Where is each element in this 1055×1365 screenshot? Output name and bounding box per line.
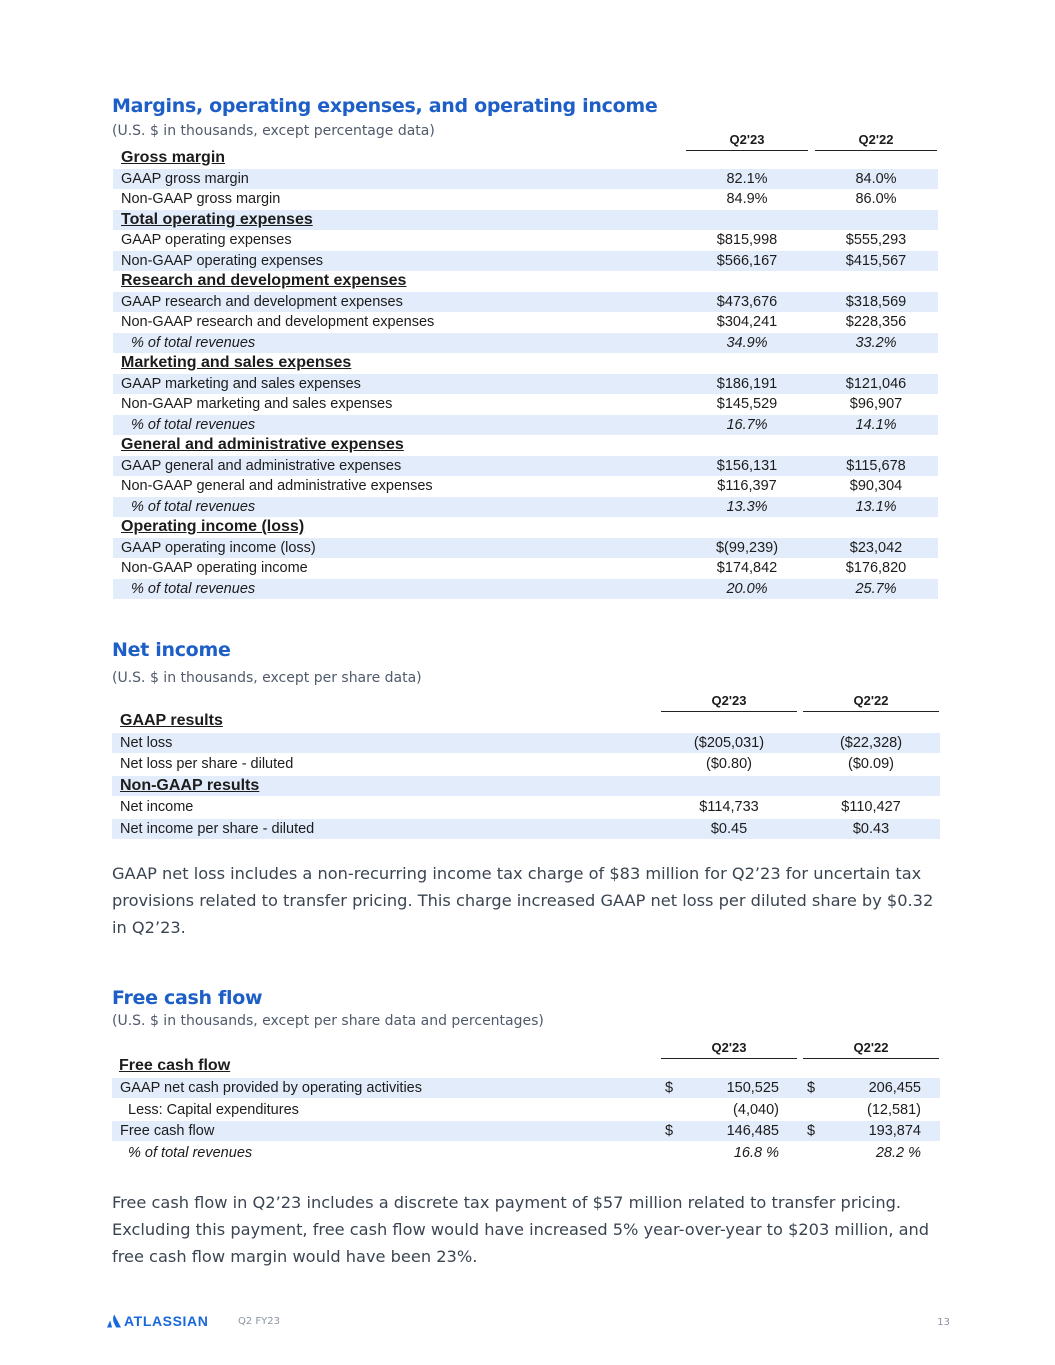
table-row [113,312,938,332]
atlassian-logo [107,1314,121,1333]
net-income-subtitle: (U.S. $ in thousands, except per share data) [112,670,422,686]
table-row [113,251,938,271]
row-label: Net loss per share - diluted [120,756,294,773]
row-label: GAAP gross margin [121,170,249,187]
cell-q222: ($22,328) [839,734,903,751]
cell-q223: 84.9% [726,191,768,207]
table-row [113,333,938,353]
table-row [113,538,938,558]
cell-q223: $304,241 [716,314,778,330]
row-label: Non-GAAP research and development expenses [121,314,435,330]
cell-q223: (4,040) [733,1101,779,1118]
fcf-col-q223: Q2'23 [661,1040,797,1059]
cell-q222: 206,455 [868,1080,921,1096]
cell-q223: $116,397 [717,478,777,494]
atlassian-logo-icon [107,1314,121,1328]
cell-q223: 20.0% [726,580,768,597]
table-row [112,754,940,774]
fcf-col-q222: Q2'22 [803,1040,939,1059]
cell-q222: $0.43 [852,821,890,837]
cell-q223: $473,676 [716,293,778,310]
cell-q222: $23,042 [849,539,903,556]
table-row [112,1100,940,1120]
table-section-header [113,353,938,373]
cell-q222: $115,678 [846,457,906,474]
cell-q222: $318,569 [845,293,907,310]
cell-q222: 33.2% [855,334,897,351]
cell-cur2: $ [807,1080,816,1096]
table-section-header [112,711,940,731]
table-section-header [113,517,938,537]
row-label: GAAP research and development expenses [121,293,403,310]
cell-q223: ($205,031) [693,734,765,751]
fcf-subtitle: (U.S. $ in thousands, except per share data and percentages) [112,1013,544,1029]
cell-q223: $114,733 [699,799,759,816]
cell-q222: $96,907 [849,396,903,412]
row-label: GAAP results [120,712,223,729]
table-row [112,733,940,753]
row-label: Non-GAAP marketing and sales expenses [121,396,393,412]
cell-q223: $145,529 [716,396,778,412]
report-period: Q2 FY23 [238,1316,280,1327]
row-label: % of total revenues [131,416,256,433]
row-label: Net income per share - diluted [120,821,315,837]
row-label: GAAP general and administrative expenses [121,457,402,474]
cell-q223: ($0.80) [706,756,752,773]
table-row [112,1143,940,1163]
row-label: Non-GAAP general and administrative expenses [121,478,433,494]
fcf-header-label: Free cash flow [119,1057,231,1074]
cell-q223: $156,131 [716,457,778,474]
cell-q222: (12,581) [866,1101,921,1118]
table-row [113,476,938,496]
cell-q223: 146,485 [726,1123,779,1140]
cell-q222: 84.0% [855,170,897,187]
cell-q222: $176,820 [845,560,907,576]
table-section-header [113,210,938,230]
cell-q222: $90,304 [849,478,903,494]
cell-cur1: $ [665,1123,674,1140]
cell-q222: 14.1% [855,416,897,433]
cell-cur1: $ [665,1080,674,1096]
cell-q223: $566,167 [716,252,778,269]
cell-q222: 25.7% [855,580,897,597]
row-label: Non-GAAP operating income [121,560,308,576]
table-row [113,169,938,189]
table-row [112,1121,940,1141]
table-row [113,558,938,578]
table-row [113,292,938,312]
fcf-header-row [112,1056,940,1076]
cell-q223: 13.3% [726,498,768,515]
row-label: Non-GAAP results [120,776,260,794]
cell-q223: $0.45 [710,821,748,837]
cell-q222: 28.2 % [875,1144,921,1161]
table-row [113,497,938,517]
net-income-col-q223: Q2'23 [661,693,797,712]
table-row [113,394,938,414]
cell-q223: $(99,239) [715,539,779,556]
row-label: GAAP operating expenses [121,232,292,248]
row-label: Non-GAAP operating expenses [121,252,324,269]
table-row [112,1078,940,1098]
margins-subtitle: (U.S. $ in thousands, except percentage data) [112,123,435,139]
row-label: GAAP net cash provided by operating activities [120,1080,422,1096]
table-row [112,797,940,817]
cell-q223: 16.8 % [733,1144,779,1161]
table-row [113,456,938,476]
cell-q222: $121,046 [845,375,907,392]
cell-q223: 150,525 [726,1080,779,1096]
row-label: % of total revenues [131,498,256,515]
row-label: Less: Capital expenditures [128,1101,299,1118]
cell-q222: $228,356 [845,314,907,330]
row-label: % of total revenues [128,1144,253,1161]
row-label: Net loss [120,734,173,751]
fcf-note: Free cash flow in Q2’23 includes a discrete tax payment of $57 million related to transfer pricing. Excluding this payment, free cash flow would have increased 5% year-over-year to $203 million, and free cash flow margin would have been 23%. [112,1193,930,1266]
row-label: % of total revenues [131,334,256,351]
table-row [112,819,940,839]
cell-q223: $174,842 [716,560,778,576]
row-label: GAAP marketing and sales expenses [121,375,361,392]
cell-q222: $110,427 [841,799,901,816]
table-row [113,579,938,599]
row-label: Free cash flow [120,1123,215,1140]
cell-q223: 16.7% [726,416,768,433]
table-row [113,189,938,209]
table-section-header [113,271,938,291]
table-section-header [113,435,938,455]
row-label: Net income [120,799,194,816]
page-number: 13 [937,1317,950,1328]
cell-q222: $415,567 [845,252,907,269]
fcf-title: Free cash flow [112,987,263,1009]
cell-q223: 34.9% [726,334,768,351]
cell-q222: 13.1% [855,498,897,515]
cell-q223: $186,191 [716,375,778,392]
row-label: Non-GAAP gross margin [121,191,281,207]
row-label: % of total revenues [131,580,256,597]
cell-q222: 86.0% [855,191,897,207]
row-label: Total operating expenses [121,210,313,228]
net-income-col-q222: Q2'22 [803,693,939,712]
margins-col-q222: Q2'22 [815,132,937,151]
table-section-header [112,776,940,796]
cell-q223: $815,998 [716,232,778,248]
cell-q222: $555,293 [845,232,907,248]
table-row [113,374,938,394]
table-row [113,230,938,250]
margins-title: Margins, operating expenses, and operating income [112,95,658,117]
cell-cur2: $ [807,1123,816,1140]
margins-col-q223: Q2'23 [686,132,808,151]
row-label: Research and development expenses [121,272,407,289]
row-label: General and administrative expenses [121,436,404,453]
cell-q222: ($0.09) [848,756,894,773]
cell-q223: 82.1% [726,170,768,187]
net-income-title: Net income [112,639,231,661]
row-label: Operating income (loss) [121,518,305,535]
net-income-note: GAAP net loss includes a non-recurring income tax charge of $83 million for Q2’23 for uncertain tax provisions related to transfer pricing. This charge increased GAAP net loss per diluted share by $0.32 in Q2’23. [112,864,934,937]
row-label: Gross margin [121,149,226,166]
brand-name: ATLASSIAN [124,1313,209,1329]
row-label: GAAP operating income (loss) [121,539,316,556]
row-label: Marketing and sales expenses [121,354,352,371]
table-section-header [113,148,938,168]
cell-q222: 193,874 [868,1123,921,1140]
table-row [113,415,938,435]
